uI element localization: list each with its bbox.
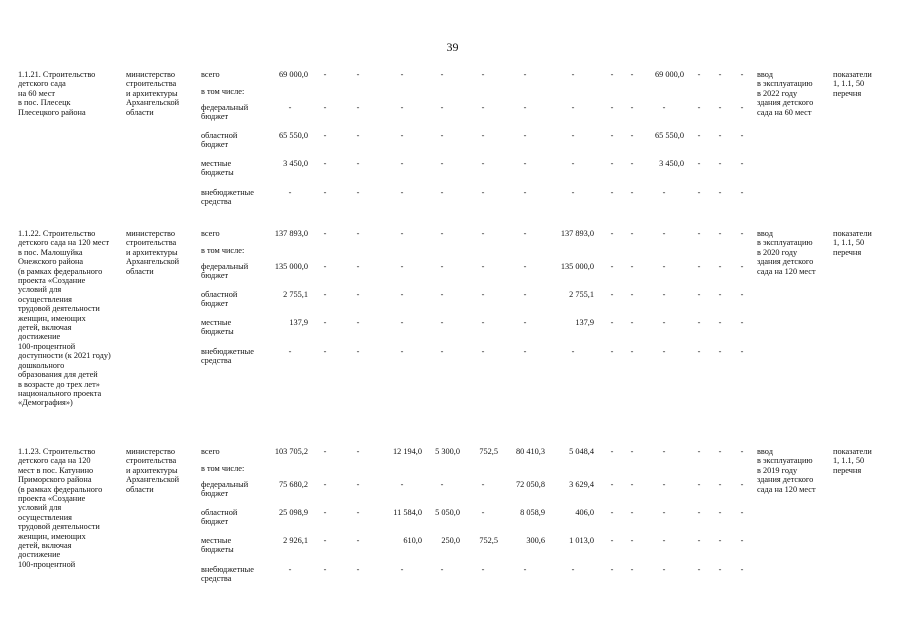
funding-value-cell: 12 194,0 — [392, 447, 422, 456]
funding-value-cell: - — [356, 103, 360, 112]
funding-value-cell: - — [440, 565, 444, 574]
funding-value-cell: - — [697, 188, 701, 197]
funding-value-cell: - — [400, 565, 404, 574]
funding-value-cell: - — [630, 70, 634, 79]
funding-value-cell: - — [718, 103, 722, 112]
funding-value-cell: - — [718, 508, 722, 517]
funding-value-cell: - — [610, 565, 614, 574]
funding-value-cell: - — [718, 347, 722, 356]
funding-value-cell: - — [718, 188, 722, 197]
funding-value-cell: - — [323, 188, 327, 197]
funding-value-cell: - — [323, 290, 327, 299]
funding-value-cell: - — [356, 347, 360, 356]
funding-source-label: местные бюджеты — [201, 159, 234, 178]
funding-value-cell: 300,6 — [526, 536, 545, 545]
funding-value-cell: - — [740, 318, 744, 327]
funding-value-cell: - — [662, 229, 666, 238]
funding-value-cell: 137 893,0 — [274, 229, 308, 238]
funding-value-cell: - — [697, 318, 701, 327]
funding-value-cell: - — [481, 262, 485, 271]
funding-value-cell: 137 893,0 — [560, 229, 594, 238]
funding-value-cell: - — [662, 262, 666, 271]
funding-value-cell: - — [740, 159, 744, 168]
funding-value-cell: - — [440, 229, 444, 238]
funding-value-cell: - — [610, 103, 614, 112]
funding-value-cell: - — [610, 480, 614, 489]
funding-value-cell: - — [400, 318, 404, 327]
funding-value-cell: - — [610, 447, 614, 456]
funding-source-label: местные бюджеты — [201, 536, 234, 555]
funding-value-cell: - — [356, 447, 360, 456]
funding-value-cell: - — [481, 290, 485, 299]
funding-value-cell: - — [610, 159, 614, 168]
funding-value-cell: - — [440, 318, 444, 327]
funding-value-cell: - — [697, 508, 701, 517]
funding-value-cell: - — [740, 103, 744, 112]
funding-value-cell: - — [440, 131, 444, 140]
funding-value-cell: - — [523, 229, 527, 238]
funding-value-cell: - — [662, 290, 666, 299]
funding-value-cell: - — [740, 508, 744, 517]
funding-value-cell: - — [356, 290, 360, 299]
funding-value-cell: - — [400, 229, 404, 238]
funding-value-cell: - — [523, 103, 527, 112]
funding-value-cell: - — [740, 347, 744, 356]
funding-value-cell: - — [662, 480, 666, 489]
funding-value-cell: 11 584,0 — [393, 508, 422, 517]
funding-value-cell: - — [662, 536, 666, 545]
funding-value-cell: - — [718, 131, 722, 140]
funding-value-cell: - — [440, 290, 444, 299]
funding-value-cell: 75 680,2 — [278, 480, 308, 489]
funding-value-cell: - — [356, 565, 360, 574]
funding-value-cell: 80 410,3 — [515, 447, 545, 456]
indicator-reference: показатели 1, 1.1, 50 перечня — [833, 447, 872, 475]
funding-value-cell: - — [440, 262, 444, 271]
funding-value-cell: 137,9 — [289, 318, 308, 327]
funding-value-cell: - — [610, 290, 614, 299]
funding-value-cell: - — [400, 262, 404, 271]
funding-value-cell: - — [356, 131, 360, 140]
funding-value-cell: 5 048,4 — [569, 447, 594, 456]
expected-result: ввод в эксплуатацию в 2020 году здания детского сада на 120 мест — [757, 229, 816, 276]
funding-value-cell: - — [610, 508, 614, 517]
funding-value-cell: - — [718, 536, 722, 545]
funding-value-cell: - — [440, 188, 444, 197]
funding-source-label: внебюджетные средства — [201, 188, 254, 207]
funding-value-cell: - — [356, 70, 360, 79]
funding-value-cell: - — [610, 536, 614, 545]
funding-value-cell: - — [610, 318, 614, 327]
funding-value-cell: 5 050,0 — [435, 508, 460, 517]
funding-value-cell: - — [323, 159, 327, 168]
funding-value-cell: - — [323, 536, 327, 545]
funding-value-cell: - — [288, 565, 292, 574]
funding-value-cell: - — [630, 229, 634, 238]
funding-value-cell: - — [481, 103, 485, 112]
funding-value-cell: - — [400, 188, 404, 197]
funding-value-cell: - — [662, 565, 666, 574]
funding-value-cell: - — [697, 131, 701, 140]
funding-value-cell: 752,5 — [479, 447, 498, 456]
funding-value-cell: - — [523, 131, 527, 140]
funding-value-cell: - — [610, 262, 614, 271]
funding-value-cell: - — [718, 565, 722, 574]
funding-value-cell: - — [630, 188, 634, 197]
funding-source-label: областной бюджет — [201, 131, 238, 150]
funding-value-cell: - — [718, 70, 722, 79]
funding-value-cell: - — [630, 347, 634, 356]
funding-value-cell: - — [481, 131, 485, 140]
funding-value-cell: - — [630, 318, 634, 327]
funding-value-cell: - — [610, 131, 614, 140]
item-description: 1.1.23. Строительство детского сада на 120 мест в пос. Катунино Приморского района (в рамках федерального проекта «Создание условий для осуществления трудовой деятельности женщин, имеющих детей, включая достижение 100-процентной — [18, 447, 103, 569]
funding-value-cell: 8 058,9 — [520, 508, 545, 517]
page-number: 39 — [446, 40, 459, 54]
funding-value-cell: - — [630, 262, 634, 271]
responsible-agency: министерство строительства и архитектуры Архангельской области — [126, 447, 180, 494]
funding-value-cell: - — [610, 347, 614, 356]
funding-value-cell: 3 450,0 — [659, 159, 684, 168]
funding-value-cell: - — [662, 103, 666, 112]
funding-value-cell: - — [323, 318, 327, 327]
funding-source-label: всего — [201, 229, 220, 238]
funding-value-cell: - — [481, 318, 485, 327]
funding-value-cell: 3 450,0 — [283, 159, 308, 168]
funding-value-cell: - — [400, 103, 404, 112]
responsible-agency: министерство строительства и архитектуры Архангельской области — [126, 70, 180, 117]
item-description: 1.1.21. Строительство детского сада на 60 мест в пос. Плесецк Плесецкого района — [18, 70, 96, 117]
funding-value-cell: - — [718, 159, 722, 168]
funding-value-cell: - — [523, 290, 527, 299]
funding-value-cell: - — [356, 536, 360, 545]
funding-value-cell: - — [440, 70, 444, 79]
funding-value-cell: - — [323, 70, 327, 79]
funding-value-cell: - — [323, 103, 327, 112]
funding-value-cell: - — [697, 290, 701, 299]
funding-value-cell: - — [323, 347, 327, 356]
funding-value-cell: - — [740, 188, 744, 197]
funding-value-cell: - — [662, 447, 666, 456]
funding-value-cell: - — [523, 159, 527, 168]
funding-value-cell: - — [718, 262, 722, 271]
funding-value-cell: - — [740, 290, 744, 299]
funding-value-cell: - — [288, 103, 292, 112]
funding-value-cell: - — [523, 188, 527, 197]
funding-value-cell: - — [523, 70, 527, 79]
funding-value-cell: - — [630, 290, 634, 299]
funding-value-cell: - — [323, 229, 327, 238]
funding-value-cell: - — [356, 229, 360, 238]
funding-value-cell: - — [400, 70, 404, 79]
funding-source-label: в том числе: — [201, 87, 245, 96]
funding-value-cell: - — [697, 70, 701, 79]
funding-value-cell: - — [481, 159, 485, 168]
funding-value-cell: - — [630, 536, 634, 545]
funding-value-cell: 69 000,0 — [278, 70, 308, 79]
funding-value-cell: - — [610, 70, 614, 79]
funding-value-cell: 3 629,4 — [569, 480, 594, 489]
funding-value-cell: - — [630, 131, 634, 140]
funding-value-cell: 69 000,0 — [654, 70, 684, 79]
funding-value-cell: - — [610, 229, 614, 238]
funding-source-label: областной бюджет — [201, 290, 238, 309]
funding-value-cell: - — [523, 318, 527, 327]
funding-value-cell: - — [630, 447, 634, 456]
funding-value-cell: 72 050,8 — [515, 480, 545, 489]
funding-value-cell: - — [523, 347, 527, 356]
expected-result: ввод в эксплуатацию в 2019 году здания детского сада на 120 мест — [757, 447, 816, 494]
funding-value-cell: 65 550,0 — [278, 131, 308, 140]
funding-value-cell: - — [630, 159, 634, 168]
funding-value-cell: - — [697, 229, 701, 238]
funding-value-cell: - — [323, 262, 327, 271]
funding-source-label: областной бюджет — [201, 508, 238, 527]
funding-value-cell: - — [400, 159, 404, 168]
funding-value-cell: - — [288, 188, 292, 197]
funding-value-cell: 406,0 — [575, 508, 594, 517]
funding-source-label: в том числе: — [201, 246, 245, 255]
funding-value-cell: - — [481, 229, 485, 238]
funding-value-cell: - — [288, 347, 292, 356]
funding-value-cell: - — [697, 159, 701, 168]
funding-value-cell: - — [571, 188, 575, 197]
funding-value-cell: 135 000,0 — [560, 262, 594, 271]
funding-value-cell: - — [523, 565, 527, 574]
funding-value-cell: - — [630, 480, 634, 489]
funding-value-cell: - — [740, 447, 744, 456]
funding-value-cell: 2 926,1 — [283, 536, 308, 545]
funding-value-cell: - — [440, 480, 444, 489]
indicator-reference: показатели 1, 1.1, 50 перечня — [833, 70, 872, 98]
funding-value-cell: - — [323, 480, 327, 489]
funding-value-cell: - — [740, 262, 744, 271]
funding-value-cell: - — [630, 103, 634, 112]
funding-value-cell: - — [630, 565, 634, 574]
funding-value-cell: - — [523, 262, 527, 271]
expected-result: ввод в эксплуатацию в 2022 году здания детского сада на 60 мест — [757, 70, 814, 117]
funding-value-cell: - — [356, 480, 360, 489]
funding-value-cell: - — [697, 536, 701, 545]
funding-value-cell: - — [400, 131, 404, 140]
funding-value-cell: 103 705,2 — [274, 447, 308, 456]
funding-value-cell: - — [481, 188, 485, 197]
funding-value-cell: - — [323, 447, 327, 456]
funding-value-cell: - — [740, 536, 744, 545]
funding-value-cell: - — [440, 103, 444, 112]
funding-source-label: внебюджетные средства — [201, 565, 254, 584]
funding-value-cell: - — [697, 447, 701, 456]
funding-source-label: всего — [201, 447, 220, 456]
funding-value-cell: - — [697, 262, 701, 271]
funding-value-cell: - — [356, 262, 360, 271]
funding-value-cell: - — [740, 565, 744, 574]
funding-value-cell: - — [356, 318, 360, 327]
funding-value-cell: - — [697, 103, 701, 112]
funding-value-cell: - — [481, 565, 485, 574]
funding-source-label: всего — [201, 70, 220, 79]
funding-value-cell: 250,0 — [441, 536, 460, 545]
funding-value-cell: - — [718, 290, 722, 299]
indicator-reference: показатели 1, 1.1, 50 перечня — [833, 229, 872, 257]
funding-value-cell: 135 000,0 — [274, 262, 308, 271]
funding-value-cell: - — [610, 188, 614, 197]
funding-value-cell: - — [356, 159, 360, 168]
funding-value-cell: - — [718, 447, 722, 456]
funding-value-cell: - — [718, 480, 722, 489]
funding-value-cell: - — [481, 347, 485, 356]
funding-value-cell: - — [323, 565, 327, 574]
funding-value-cell: - — [697, 347, 701, 356]
funding-value-cell: - — [400, 347, 404, 356]
funding-value-cell: - — [400, 290, 404, 299]
funding-source-label: местные бюджеты — [201, 318, 234, 337]
funding-value-cell: - — [740, 131, 744, 140]
funding-value-cell: - — [323, 131, 327, 140]
funding-value-cell: - — [740, 480, 744, 489]
funding-value-cell: - — [630, 508, 634, 517]
funding-value-cell: - — [571, 159, 575, 168]
funding-value-cell: - — [662, 508, 666, 517]
funding-value-cell: - — [571, 347, 575, 356]
funding-value-cell: - — [571, 103, 575, 112]
funding-value-cell: - — [571, 565, 575, 574]
funding-value-cell: - — [481, 70, 485, 79]
funding-value-cell: 1 013,0 — [569, 536, 594, 545]
funding-value-cell: - — [697, 480, 701, 489]
funding-source-label: федеральный бюджет — [201, 103, 249, 122]
funding-value-cell: 2 755,1 — [569, 290, 594, 299]
funding-value-cell: - — [400, 480, 404, 489]
item-description: 1.1.22. Строительство детского сада на 120 мест в пос. Малошуйка Онежского района (в рамках федерального проекта «Создание условий для осуществления трудовой деятельности женщин, имеющих детей, включая достижение 100-процентной доступности (к 2021 году) дошкольного образования для детей в возрасте до трех лет» национального проекта «Демография») — [18, 229, 111, 408]
funding-value-cell: - — [356, 188, 360, 197]
funding-value-cell: - — [740, 229, 744, 238]
funding-value-cell: 5 300,0 — [435, 447, 460, 456]
funding-value-cell: - — [356, 508, 360, 517]
funding-value-cell: - — [440, 347, 444, 356]
funding-value-cell: - — [481, 480, 485, 489]
funding-value-cell: 752,5 — [479, 536, 498, 545]
funding-value-cell: - — [740, 70, 744, 79]
funding-source-label: внебюджетные средства — [201, 347, 254, 366]
funding-value-cell: - — [718, 229, 722, 238]
funding-source-label: федеральный бюджет — [201, 480, 249, 499]
funding-value-cell: - — [440, 159, 444, 168]
responsible-agency: министерство строительства и архитектуры Архангельской области — [126, 229, 180, 276]
funding-value-cell: 65 550,0 — [654, 131, 684, 140]
funding-source-label: в том числе: — [201, 464, 245, 473]
funding-value-cell: - — [323, 508, 327, 517]
funding-value-cell: - — [662, 318, 666, 327]
funding-value-cell: - — [662, 347, 666, 356]
funding-source-label: федеральный бюджет — [201, 262, 249, 281]
funding-value-cell: - — [571, 131, 575, 140]
funding-value-cell: 25 098,9 — [278, 508, 308, 517]
funding-value-cell: 2 755,1 — [283, 290, 308, 299]
funding-value-cell: - — [697, 565, 701, 574]
funding-value-cell: 137,9 — [575, 318, 594, 327]
funding-value-cell: - — [571, 70, 575, 79]
funding-value-cell: - — [481, 508, 485, 517]
funding-value-cell: - — [718, 318, 722, 327]
funding-value-cell: - — [662, 188, 666, 197]
funding-value-cell: 610,0 — [403, 536, 422, 545]
